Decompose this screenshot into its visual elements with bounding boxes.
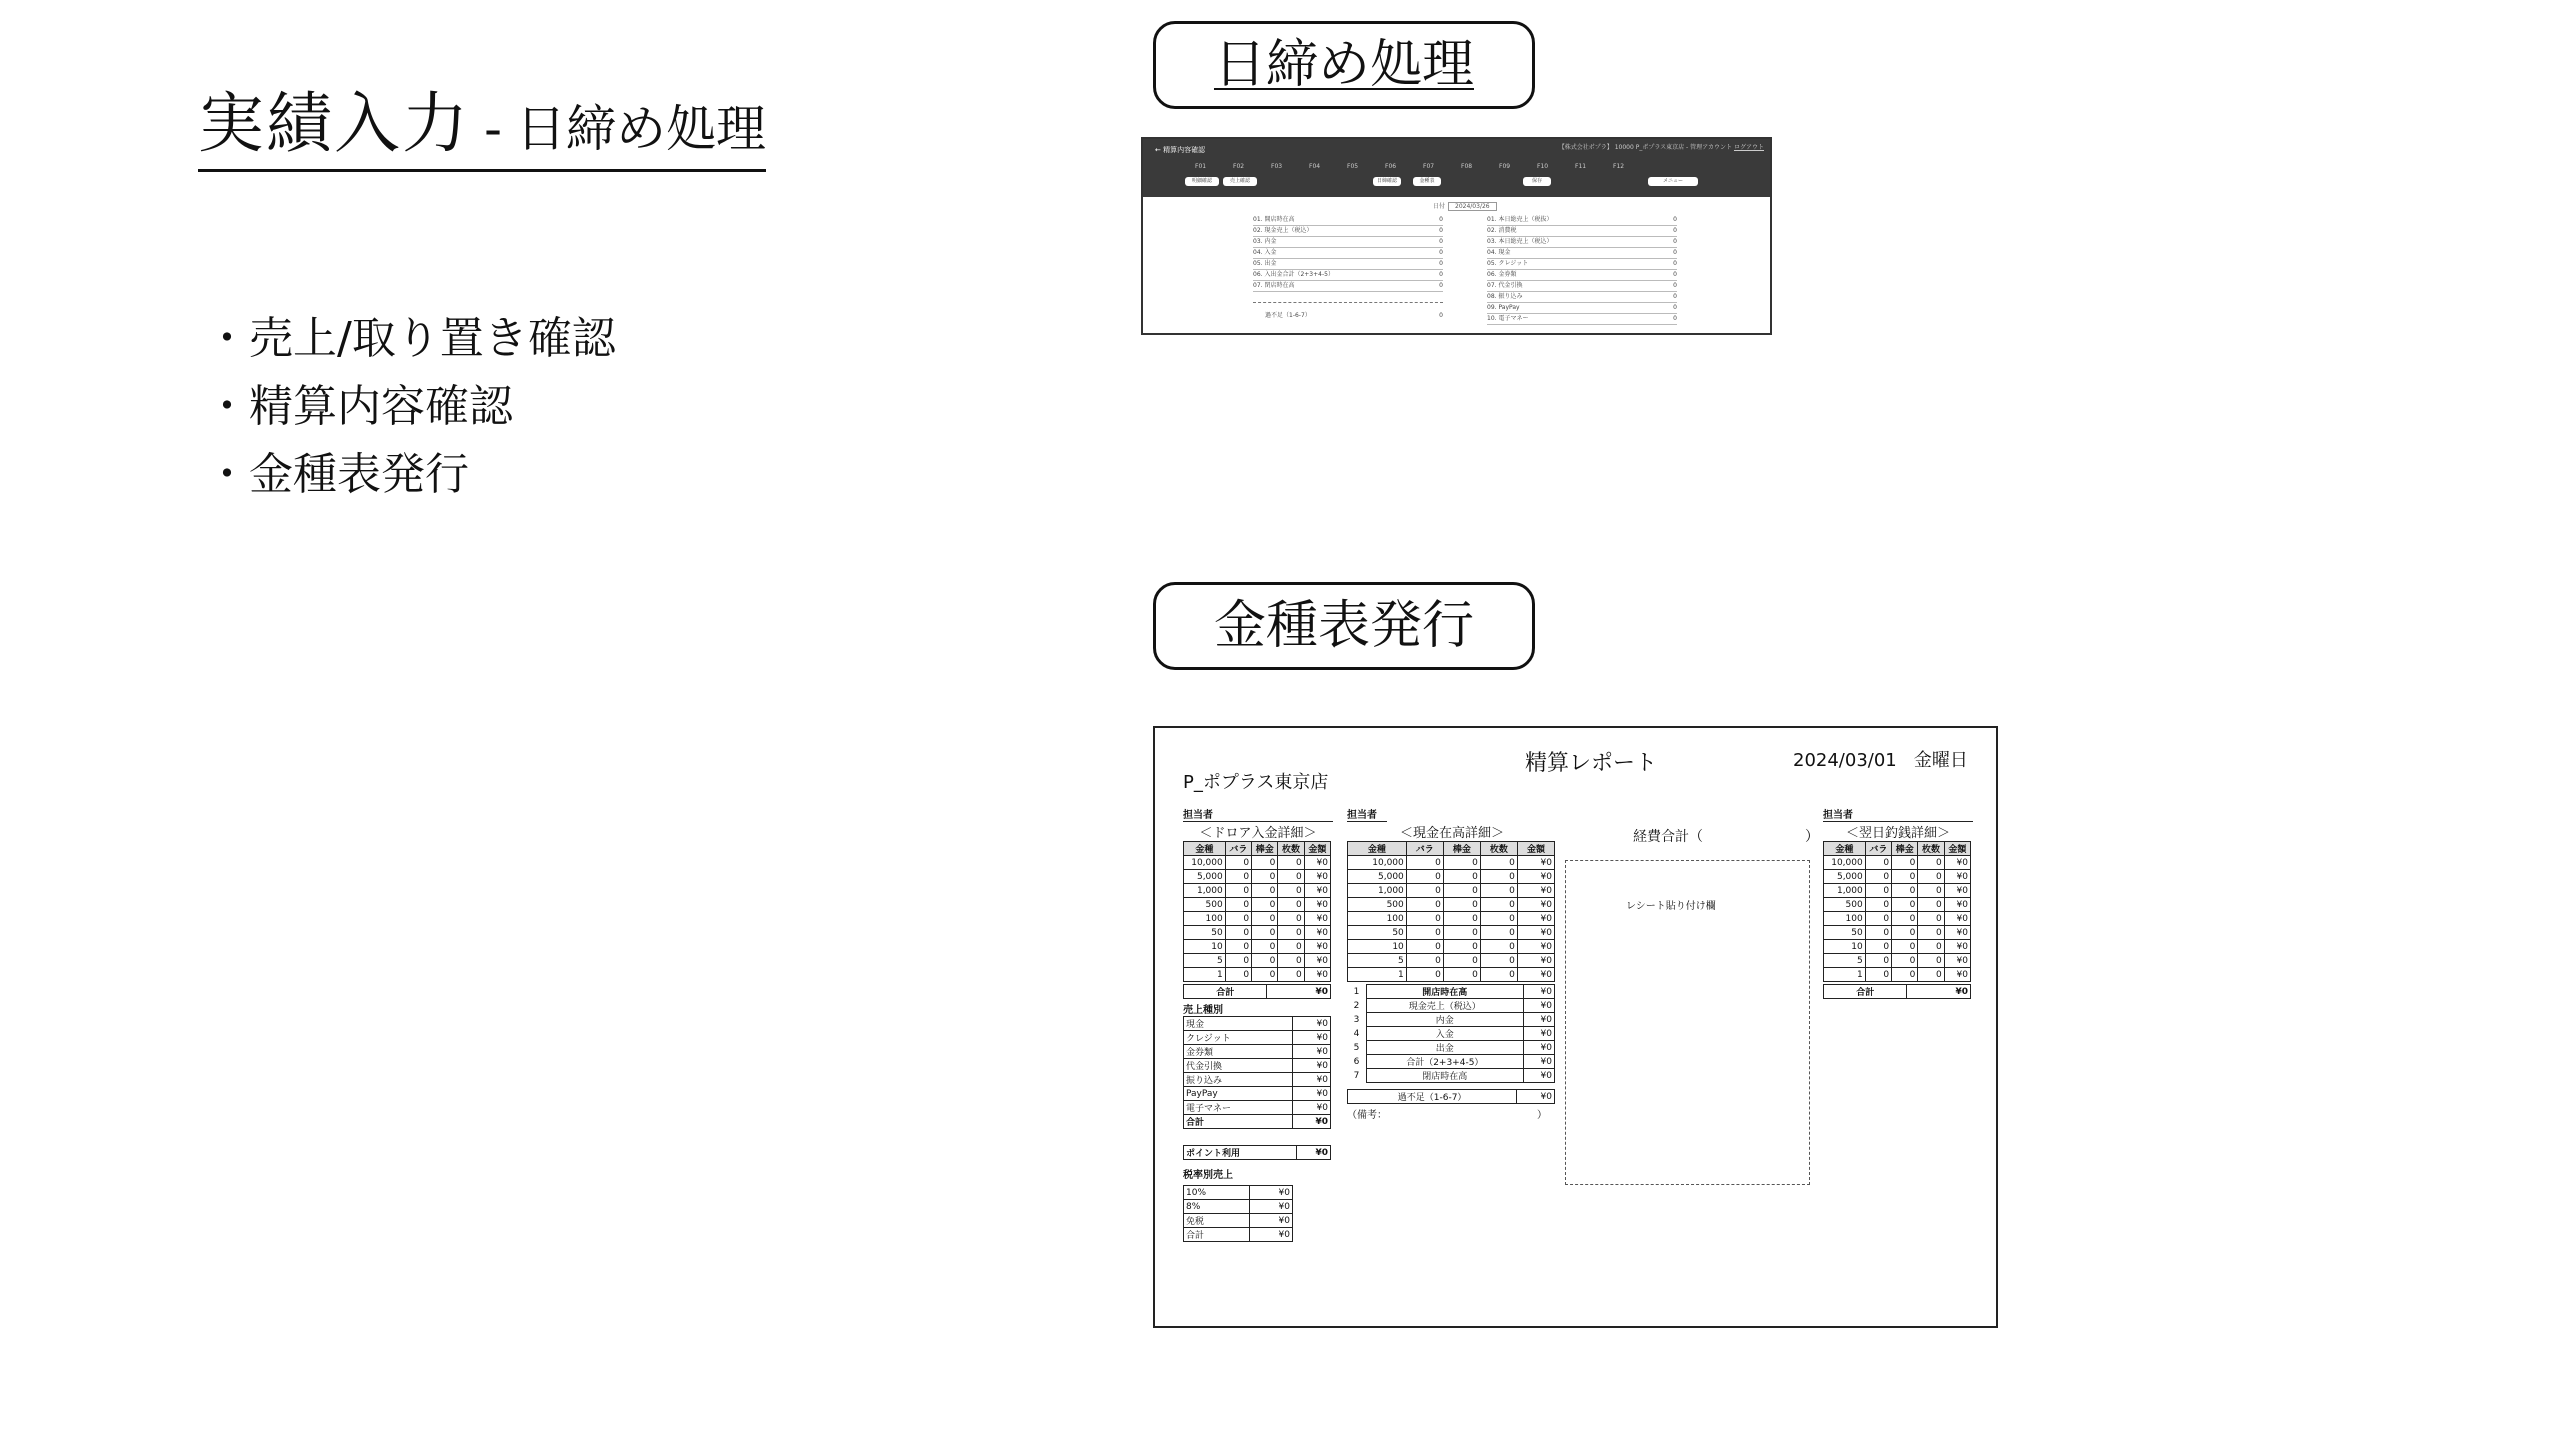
table-row: 5,000 0 0 0 ¥0 — [1348, 870, 1555, 884]
table-row: 10,000 0 0 0 ¥0 — [1348, 856, 1555, 870]
mini-date-input[interactable]: 2024/03/26 — [1448, 202, 1497, 211]
slide-title — [198, 70, 766, 172]
fkey-label: F02 — [1233, 163, 1245, 170]
list-item: 01. 開店時在高 0 — [1253, 215, 1443, 226]
list-item: 02. 現金売上（税込） 0 — [1253, 226, 1443, 237]
table-row: 10,000 0 0 0 ¥0 — [1184, 856, 1331, 870]
table-row: 50 0 0 0 ¥0 — [1824, 926, 1971, 940]
mini-right-list — [1487, 215, 1677, 325]
fkey-label: F12 — [1613, 163, 1625, 170]
table-row: 5 0 0 0 ¥0 — [1824, 954, 1971, 968]
fkey-label: F03 — [1271, 163, 1283, 170]
table-row: 合計 ¥0 — [1184, 1228, 1293, 1242]
fkey-label: F01 — [1195, 163, 1207, 170]
table-row: 5 0 0 0 ¥0 — [1184, 954, 1331, 968]
drawer-denom-rows — [1184, 856, 1331, 982]
daily-close-label-box: 日締め処理 — [1153, 21, 1535, 109]
person-label: 担当者 — [1183, 806, 1333, 822]
cash-denom-rows — [1348, 856, 1555, 982]
mini-button-f01[interactable]: 明細確認 — [1185, 177, 1219, 186]
table-row: 1,000 0 0 0 ¥0 — [1348, 884, 1555, 898]
title-main: 実績入力 — [198, 85, 470, 162]
table-row: 5,000 0 0 0 ¥0 — [1184, 870, 1331, 884]
table-row: ポイント利用 ¥0 — [1184, 1146, 1331, 1160]
point-table — [1183, 1145, 1331, 1160]
title-subtitle: 日締め処理 — [516, 100, 767, 158]
denomination-label-box: 金種表発行 — [1153, 582, 1535, 670]
expense-total-close: ） — [1805, 829, 1819, 845]
table-row: クレジット ¥0 — [1184, 1031, 1331, 1045]
mini-left-list — [1253, 215, 1443, 321]
settlement-report — [1153, 726, 1998, 1328]
table-row: 電子マネー ¥0 — [1184, 1101, 1331, 1115]
table-row: 5,000 0 0 0 ¥0 — [1824, 870, 1971, 884]
list-item: 08. 振り込み 0 — [1487, 292, 1677, 303]
table-row: 1,000 0 0 0 ¥0 — [1824, 884, 1971, 898]
list-item: 05. 出金 0 — [1253, 259, 1443, 270]
list-item: 04. 入金 0 — [1253, 248, 1443, 259]
list-item: 07. 代金引換 0 — [1487, 281, 1677, 292]
mini-function-bar — [1143, 159, 1770, 197]
person-label: 担当者 — [1823, 806, 1973, 822]
fkey-label: F06 — [1385, 163, 1397, 170]
table-row: 合計 ¥0 — [1824, 985, 1971, 999]
fkey-label: F05 — [1347, 163, 1359, 170]
table-row: 4 入金 ¥0 — [1347, 1027, 1555, 1041]
mini-button-f02[interactable]: 売上確認 — [1223, 177, 1257, 186]
report-date: 2024/03/01 金曜日 — [1793, 750, 1968, 771]
table-row: 500 0 0 0 ¥0 — [1348, 898, 1555, 912]
table-row: 10 0 0 0 ¥0 — [1824, 940, 1971, 954]
table-row: 1 0 0 0 ¥0 — [1348, 968, 1555, 982]
mini-button-f12[interactable]: メニュー — [1648, 177, 1698, 186]
title-separator: - — [484, 100, 503, 158]
list-item: 06. 金券類 0 — [1487, 270, 1677, 281]
fkey-label: F09 — [1499, 163, 1511, 170]
person-label: 担当者 — [1347, 806, 1387, 822]
table-row: 10 0 0 0 ¥0 — [1348, 940, 1555, 954]
list-item: 03. 本日総売上（税込） 0 — [1487, 237, 1677, 248]
mini-topbar — [1143, 139, 1770, 159]
table-row: 免税 ¥0 — [1184, 1214, 1293, 1228]
list-item: 04. 現金 0 — [1487, 248, 1677, 259]
tax-rate-label: 税率別売上 — [1183, 1170, 1233, 1181]
settlement-screen-thumbnail — [1141, 137, 1772, 335]
mini-button-f05[interactable]: 日締確認 — [1373, 177, 1401, 186]
table-row: 現金 ¥0 — [1184, 1017, 1331, 1031]
bullet-item: ・精算内容確認 — [205, 381, 513, 432]
list-item: 05. クレジット 0 — [1487, 259, 1677, 270]
cash-summary-table — [1347, 984, 1555, 1083]
sales-type-label: 売上種別 — [1183, 1005, 1223, 1016]
cash-section — [1347, 806, 1557, 1121]
table-row: 100 0 0 0 ¥0 — [1824, 912, 1971, 926]
drawer-section — [1183, 806, 1333, 1242]
table-row: 5 出金 ¥0 — [1347, 1041, 1555, 1055]
bullet-list — [205, 305, 616, 509]
table-row: 振り込み ¥0 — [1184, 1073, 1331, 1087]
sales-table — [1183, 1016, 1331, 1129]
next-day-denom-rows — [1824, 856, 1971, 982]
remarks: （備考： ） — [1347, 1110, 1547, 1121]
mini-button-f06[interactable]: 金種表 — [1413, 177, 1441, 186]
next-day-table — [1823, 841, 1971, 982]
table-row: 過不足（1-6-7） ¥0 — [1348, 1090, 1555, 1104]
table-row: 8% ¥0 — [1184, 1200, 1293, 1214]
list-item: 06. 入出金合計（2+3+4-5） 0 — [1253, 270, 1443, 281]
mini-button-f09[interactable]: 保存 — [1523, 177, 1551, 186]
table-row: 合計 ¥0 — [1184, 1115, 1331, 1129]
fkey-label: F04 — [1309, 163, 1321, 170]
receipt-paste-area — [1565, 860, 1810, 1185]
table-row: 3 内金 ¥0 — [1347, 1013, 1555, 1027]
list-item: 02. 消費税 0 — [1487, 226, 1677, 237]
table-row: 代金引換 ¥0 — [1184, 1059, 1331, 1073]
receipt-label: レシート貼り付け欄 — [1626, 901, 1716, 912]
table-row: 100 0 0 0 ¥0 — [1184, 912, 1331, 926]
table-row: 7 閉店時在高 ¥0 — [1347, 1069, 1555, 1083]
list-item: 過不足（1-6-7） 0 — [1265, 312, 1443, 319]
bullet-item: ・金種表発行 — [205, 449, 469, 500]
mini-account: 【株式会社ポプラ】 10000 P_ポプラス東京店 - 管理アカウント ログアウト — [1558, 144, 1764, 151]
next-day-title: ＜翌日釣銭詳細＞ — [1845, 826, 1950, 841]
table-row: 500 0 0 0 ¥0 — [1824, 898, 1971, 912]
table-row: 500 0 0 0 ¥0 — [1184, 898, 1331, 912]
table-row: 合計 ¥0 — [1184, 985, 1331, 999]
drawer-table — [1183, 841, 1331, 982]
table-row: PayPay ¥0 — [1184, 1087, 1331, 1101]
table-row: 1 開店時在高 ¥0 — [1347, 985, 1555, 999]
table-row: 10 0 0 0 ¥0 — [1184, 940, 1331, 954]
cash-title: ＜現金在高詳細＞ — [1399, 826, 1504, 841]
table-row: 50 0 0 0 ¥0 — [1348, 926, 1555, 940]
fkey-label: F10 — [1537, 163, 1549, 170]
tax-table — [1183, 1185, 1293, 1242]
table-row: 金種 バラ 棒金 枚数 金額 — [1824, 842, 1971, 856]
mini-app-title: ← 精算内容確認 — [1155, 146, 1206, 154]
fkey-label: F11 — [1575, 163, 1587, 170]
table-row: 5 0 0 0 ¥0 — [1348, 954, 1555, 968]
drawer-title: ＜ドロア入金詳細＞ — [1199, 826, 1317, 841]
table-row: 金券類 ¥0 — [1184, 1045, 1331, 1059]
cash-table — [1347, 841, 1555, 982]
shortage-table — [1347, 1089, 1555, 1104]
table-row: 100 0 0 0 ¥0 — [1348, 912, 1555, 926]
table-row: 1 0 0 0 ¥0 — [1184, 968, 1331, 982]
table-row: 金種 バラ 棒金 枚数 金額 — [1348, 842, 1555, 856]
fkey-label: F08 — [1461, 163, 1473, 170]
table-row: 2 現金売上（税込） ¥0 — [1347, 999, 1555, 1013]
table-row: 10,000 0 0 0 ¥0 — [1824, 856, 1971, 870]
table-row: 1 0 0 0 ¥0 — [1824, 968, 1971, 982]
next-day-section — [1823, 806, 1973, 999]
list-item: 09. PayPay 0 — [1487, 303, 1677, 314]
fkey-label: F07 — [1423, 163, 1435, 170]
mini-logout-link[interactable]: ログアウト — [1733, 144, 1764, 151]
list-item: 01. 本日総売上（税抜） 0 — [1487, 215, 1677, 226]
drawer-total — [1183, 984, 1331, 999]
next-day-total — [1823, 984, 1971, 999]
table-row: 1,000 0 0 0 ¥0 — [1184, 884, 1331, 898]
table-row: 金種 バラ 棒金 枚数 金額 — [1184, 842, 1331, 856]
table-row: 50 0 0 0 ¥0 — [1184, 926, 1331, 940]
table-row: 6 合計（2+3+4-5） ¥0 — [1347, 1055, 1555, 1069]
list-item: 10. 電子マネー 0 — [1487, 314, 1677, 325]
expense-total-label: 経費合計（ — [1633, 829, 1703, 845]
report-store: P_ポプラス東京店 — [1183, 772, 1329, 793]
report-title: 精算レポート — [1525, 751, 1658, 776]
table-row: 10% ¥0 — [1184, 1186, 1293, 1200]
list-item: 03. 内金 0 — [1253, 237, 1443, 248]
mini-date: 日付 2024/03/26 — [1433, 201, 1497, 210]
list-item: 07. 閉店時在高 0 — [1253, 281, 1443, 292]
bullet-item: ・売上/取り置き確認 — [205, 313, 616, 364]
